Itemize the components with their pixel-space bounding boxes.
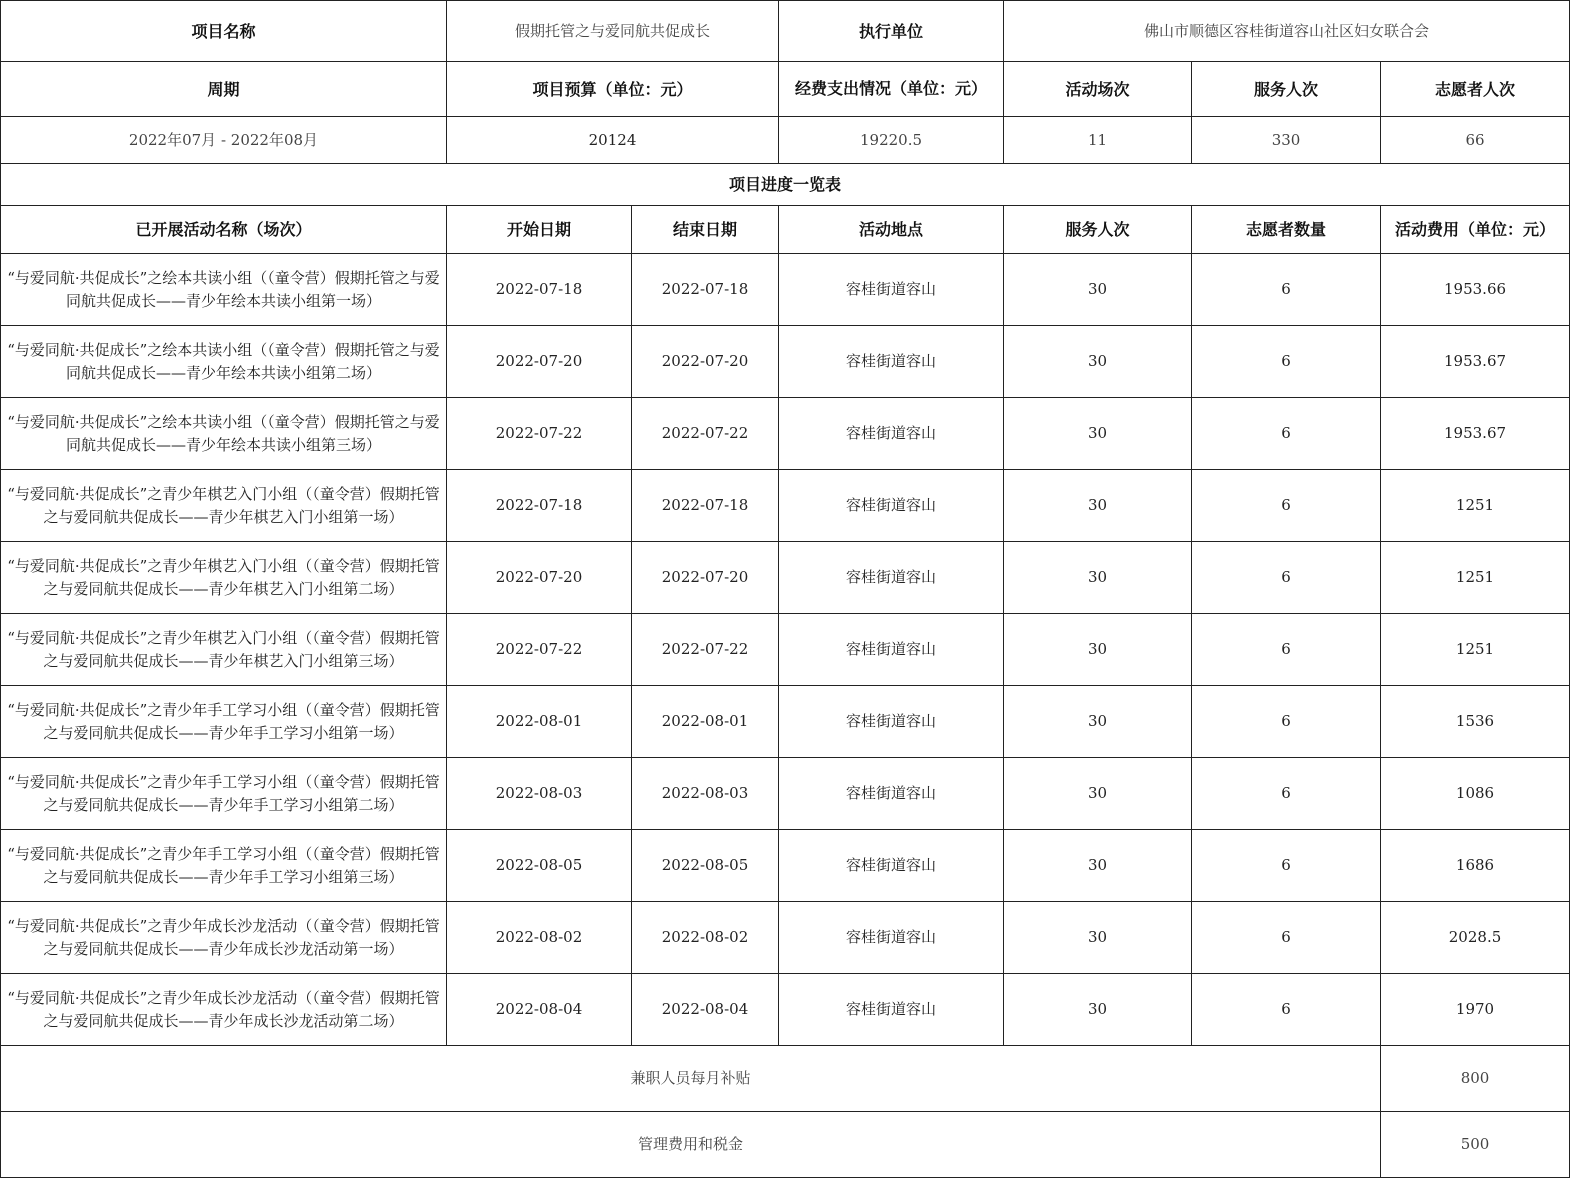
service-count: 30	[1004, 470, 1192, 542]
budget-value: 20124	[447, 117, 779, 164]
volunteer-count: 6	[1192, 470, 1381, 542]
activity-name: “与爱同航·共促成长”之绘本共读小组（（童令营）假期托管之与爱同航共促成长——青少年绘本共读小组第二场）	[1, 326, 447, 398]
table-row	[1, 614, 1570, 686]
end-date: 2022-07-22	[632, 398, 779, 470]
start-date: 2022-08-02	[447, 902, 632, 974]
volunteers-value: 66	[1381, 117, 1570, 164]
table-row	[1, 398, 1570, 470]
end-date: 2022-08-01	[632, 686, 779, 758]
volunteers-label: 志愿者人次	[1381, 62, 1570, 117]
sessions-value: 11	[1004, 117, 1192, 164]
end-date: 2022-08-02	[632, 902, 779, 974]
col-service: 服务人次	[1004, 206, 1192, 254]
location: 容桂街道容山	[779, 902, 1004, 974]
activity-cost: 2028.5	[1381, 902, 1570, 974]
project-name-value: 假期托管之与爱同航共促成长	[447, 1, 779, 62]
location: 容桂街道容山	[779, 542, 1004, 614]
end-date: 2022-07-20	[632, 542, 779, 614]
progress-column-header-row	[1, 206, 1570, 254]
end-date: 2022-07-22	[632, 614, 779, 686]
location: 容桂街道容山	[779, 254, 1004, 326]
end-date: 2022-08-05	[632, 830, 779, 902]
activity-cost: 1686	[1381, 830, 1570, 902]
service-count: 30	[1004, 758, 1192, 830]
service-count: 30	[1004, 254, 1192, 326]
activity-cost: 1953.66	[1381, 254, 1570, 326]
activity-cost: 1953.67	[1381, 398, 1570, 470]
summary-header-row	[1, 62, 1570, 117]
extra-cost-value: 800	[1381, 1046, 1570, 1112]
extra-cost-label: 管理费用和税金	[1, 1112, 1381, 1178]
start-date: 2022-07-20	[447, 542, 632, 614]
service-count: 30	[1004, 614, 1192, 686]
sessions-label: 活动场次	[1004, 62, 1192, 117]
service-count: 30	[1004, 686, 1192, 758]
location: 容桂街道容山	[779, 758, 1004, 830]
period-value: 2022年07月 - 2022年08月	[1, 117, 447, 164]
expenditure-value: 19220.5	[779, 117, 1004, 164]
volunteer-count: 6	[1192, 974, 1381, 1046]
volunteer-count: 6	[1192, 254, 1381, 326]
activity-name: “与爱同航·共促成长”之青少年成长沙龙活动（（童令营）假期托管之与爱同航共促成长——青少年成长沙龙活动第一场）	[1, 902, 447, 974]
end-date: 2022-07-20	[632, 326, 779, 398]
service-count: 30	[1004, 398, 1192, 470]
table-row	[1, 470, 1570, 542]
volunteer-count: 6	[1192, 542, 1381, 614]
start-date: 2022-08-04	[447, 974, 632, 1046]
col-end-date: 结束日期	[632, 206, 779, 254]
table-row	[1, 902, 1570, 974]
volunteer-count: 6	[1192, 326, 1381, 398]
location: 容桂街道容山	[779, 686, 1004, 758]
activity-cost: 1536	[1381, 686, 1570, 758]
activity-cost: 1086	[1381, 758, 1570, 830]
start-date: 2022-07-20	[447, 326, 632, 398]
col-location: 活动地点	[779, 206, 1004, 254]
progress-rows	[1, 254, 1570, 1046]
col-activity-name: 已开展活动名称（场次）	[1, 206, 447, 254]
volunteer-count: 6	[1192, 830, 1381, 902]
period-label: 周期	[1, 62, 447, 117]
service-count: 30	[1004, 974, 1192, 1046]
budget-label: 项目预算（单位：元）	[447, 62, 779, 117]
col-volunteers: 志愿者数量	[1192, 206, 1381, 254]
end-date: 2022-07-18	[632, 470, 779, 542]
activity-name: “与爱同航·共促成长”之绘本共读小组（（童令营）假期托管之与爱同航共促成长——青少年绘本共读小组第三场）	[1, 398, 447, 470]
activity-name: “与爱同航·共促成长”之青少年成长沙龙活动（（童令营）假期托管之与爱同航共促成长——青少年成长沙龙活动第二场）	[1, 974, 447, 1046]
table-row	[1, 686, 1570, 758]
activity-name: “与爱同航·共促成长”之绘本共读小组（（童令营）假期托管之与爱同航共促成长——青少年绘本共读小组第一场）	[1, 254, 447, 326]
table-row	[1, 830, 1570, 902]
extra-cost-value: 500	[1381, 1112, 1570, 1178]
summary-value-row	[1, 117, 1570, 164]
volunteer-count: 6	[1192, 686, 1381, 758]
volunteer-count: 6	[1192, 902, 1381, 974]
start-date: 2022-07-22	[447, 614, 632, 686]
activity-name: “与爱同航·共促成长”之青少年手工学习小组（（童令营）假期托管之与爱同航共促成长——青少年手工学习小组第二场）	[1, 758, 447, 830]
table-row	[1, 758, 1570, 830]
extra-cost-label: 兼职人员每月补贴	[1, 1046, 1381, 1112]
start-date: 2022-07-22	[447, 398, 632, 470]
activity-name: “与爱同航·共促成长”之青少年棋艺入门小组（（童令营）假期托管之与爱同航共促成长——青少年棋艺入门小组第二场）	[1, 542, 447, 614]
start-date: 2022-08-03	[447, 758, 632, 830]
service-label: 服务人次	[1192, 62, 1381, 117]
progress-title: 项目进度一览表	[1, 164, 1570, 206]
header-row	[1, 1, 1570, 62]
expenditure-label: 经费支出情况（单位：元）	[779, 62, 1004, 117]
table-row	[1, 542, 1570, 614]
extra-cost-row	[1, 1046, 1570, 1112]
activity-cost: 1970	[1381, 974, 1570, 1046]
location: 容桂街道容山	[779, 974, 1004, 1046]
location: 容桂街道容山	[779, 614, 1004, 686]
start-date: 2022-07-18	[447, 254, 632, 326]
service-value: 330	[1192, 117, 1381, 164]
location: 容桂街道容山	[779, 398, 1004, 470]
extras-rows	[1, 1046, 1570, 1178]
executor-value: 佛山市顺德区容桂街道容山社区妇女联合会	[1004, 1, 1570, 62]
location: 容桂街道容山	[779, 326, 1004, 398]
activity-name: “与爱同航·共促成长”之青少年手工学习小组（（童令营）假期托管之与爱同航共促成长——青少年手工学习小组第三场）	[1, 830, 447, 902]
col-cost: 活动费用（单位：元）	[1381, 206, 1570, 254]
location: 容桂街道容山	[779, 830, 1004, 902]
activity-cost: 1251	[1381, 542, 1570, 614]
service-count: 30	[1004, 326, 1192, 398]
activity-cost: 1251	[1381, 470, 1570, 542]
service-count: 30	[1004, 902, 1192, 974]
end-date: 2022-07-18	[632, 254, 779, 326]
volunteer-count: 6	[1192, 398, 1381, 470]
end-date: 2022-08-04	[632, 974, 779, 1046]
project-name-label: 项目名称	[1, 1, 447, 62]
progress-title-row	[1, 164, 1570, 206]
location: 容桂街道容山	[779, 470, 1004, 542]
activity-cost: 1251	[1381, 614, 1570, 686]
table-row	[1, 254, 1570, 326]
activity-name: “与爱同航·共促成长”之青少年棋艺入门小组（（童令营）假期托管之与爱同航共促成长——青少年棋艺入门小组第三场）	[1, 614, 447, 686]
start-date: 2022-08-05	[447, 830, 632, 902]
start-date: 2022-08-01	[447, 686, 632, 758]
volunteer-count: 6	[1192, 758, 1381, 830]
service-count: 30	[1004, 542, 1192, 614]
service-count: 30	[1004, 830, 1192, 902]
table-row	[1, 326, 1570, 398]
extra-cost-row	[1, 1112, 1570, 1178]
activity-name: “与爱同航·共促成长”之青少年棋艺入门小组（（童令营）假期托管之与爱同航共促成长——青少年棋艺入门小组第一场）	[1, 470, 447, 542]
end-date: 2022-08-03	[632, 758, 779, 830]
table-row	[1, 974, 1570, 1046]
activity-cost: 1953.67	[1381, 326, 1570, 398]
executor-label: 执行单位	[779, 1, 1004, 62]
activity-name: “与爱同航·共促成长”之青少年手工学习小组（（童令营）假期托管之与爱同航共促成长——青少年手工学习小组第一场）	[1, 686, 447, 758]
col-start-date: 开始日期	[447, 206, 632, 254]
volunteer-count: 6	[1192, 614, 1381, 686]
start-date: 2022-07-18	[447, 470, 632, 542]
